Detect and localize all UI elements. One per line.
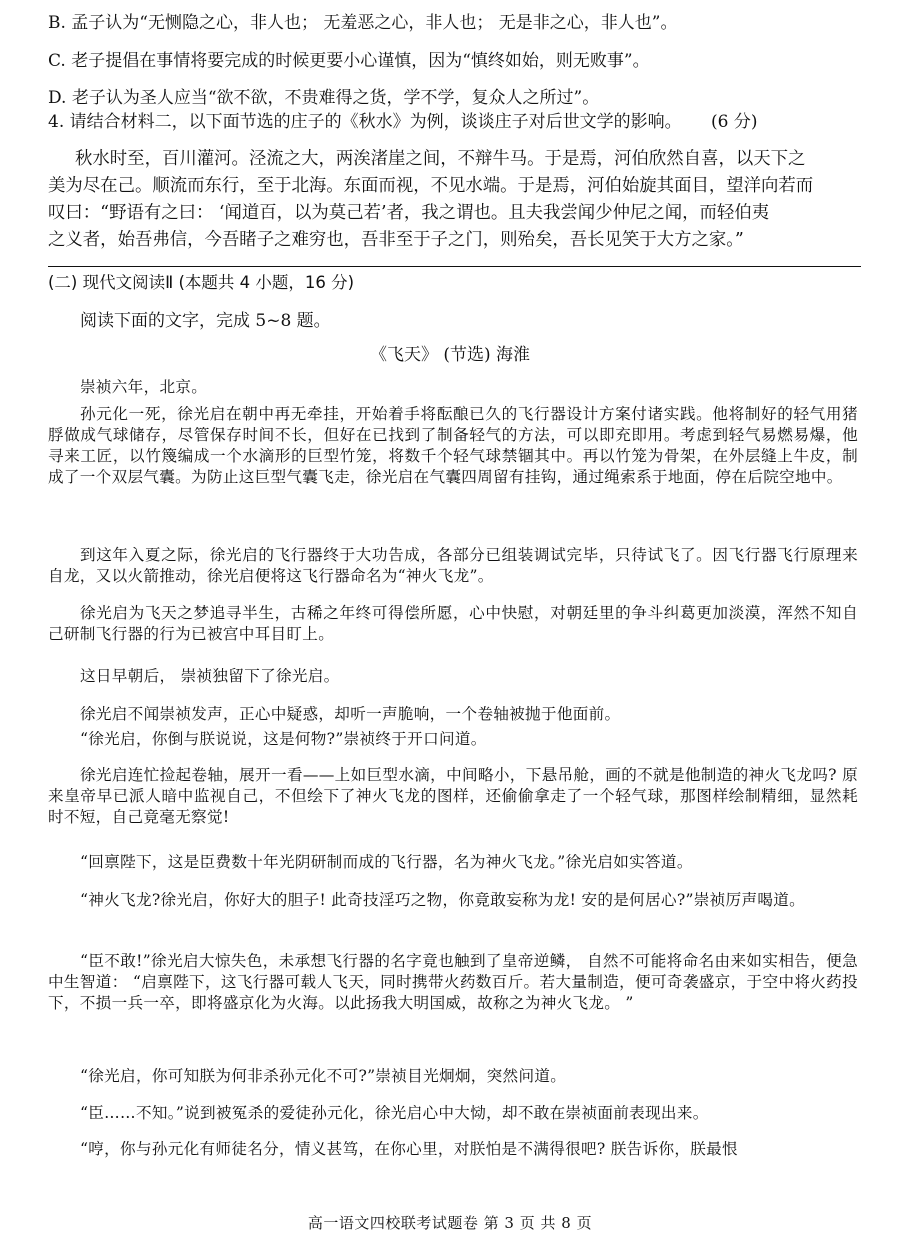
story-paragraph: “回禀陛下，这是臣费数十年光阴研制而成的飞行器，名为神火飞龙。”徐光启如实答道。 (80, 853, 693, 871)
question-4 (48, 111, 758, 133)
passage-title: 《飞天》 (节选) 海淮 (369, 345, 531, 365)
story-paragraph: 徐光启不闻崇祯发声，正心中疑惑，却听一声脆响，一个卷轴被抛于他面前。 (80, 705, 621, 723)
story-paragraph: 到这年入夏之际，徐光启的飞行器终于大功告成，各部分已组装调试完毕，只待试飞了。因飞行器飞行原理来自龙，又以火箭推动，徐光启便将这飞行器命名为“神火飞龙”。 (48, 546, 858, 585)
story-paragraph: 徐光启为飞天之梦追寻半生，古稀之年终可得偿所愿，心中快慰，对朝廷里的争斗纠葛更加淡漠，浑然不知自己研制飞行器的行为已被宫中耳目盯上。 (48, 604, 858, 643)
autumn-water-line-1: 秋水时至，百川灌河。泾流之大，两涘渚崖之间，不辩牛马。于是焉，河伯欣然自喜，以天下之 (75, 149, 806, 169)
story-paragraph: “神火飞龙?徐光启，你好大的胆子! 此奇技淫巧之物，你竟敢妄称为龙! 安的是何居心?”崇祯厉声喝道。 (80, 891, 806, 909)
autumn-water-line-2: 美为尽在己。顺流而东行，至于北海。东面而视，不见水端。于是焉，河伯始旋其面目，望洋向若而 (48, 176, 814, 196)
section-2-instruction: 阅读下面的文字，完成 5~8 题。 (80, 311, 331, 331)
option-d: D. 老子认为圣人应当“欲不欲，不贵难得之货，学不学，复众人之所过”。 (48, 88, 600, 108)
story-paragraph: “徐光启，你倒与朕说说，这是何物?”崇祯终于开口问道。 (80, 730, 487, 748)
autumn-water-line-3: 叹曰：“野语有之曰： ‘闻道百，以为莫己若’者，我之谓也。且夫我尝闻少仲尼之闻，而轻伯夷 (48, 203, 770, 223)
story-paragraph: “徐光启，你可知朕为何非杀孙元化不可?”崇祯目光炯炯，突然问道。 (80, 1067, 567, 1085)
section-2-heading: (二) 现代文阅读Ⅱ (本题共 4 小题，16 分) (48, 273, 355, 292)
story-paragraph: “臣不敢!”徐光启大惊失色，未承想飞行器的名字竟也触到了皇帝逆鳞， 自然不可能将命名由来如实相告，便急中生智道： “启禀陛下，这飞行器可载人飞天，同时携带火药数百斤。若大量制造，便可奇袭盛京，于空中将火药投下，不损一兵一卒，即将盛京化为火海。以此扬我大明国威，故称之为神火飞龙。 ” (48, 952, 858, 1012)
option-c: C. 老子提倡在事情将要完成的时候更要小心谨慎，因为“慎终如始，则无败事”。 (48, 51, 650, 71)
story-paragraph: 这日早朝后， 崇祯独留下了徐光启。 (80, 667, 340, 685)
story-paragraph: 孙元化一死，徐光启在朝中再无牵挂，开始着手将酝酿已久的飞行器设计方案付诸实践。他将制好的轻气用猪脬做成气球储存，尽管保存时间不长，但好在已找到了制备轻气的方法，可以即充即用。考虑到轻气易燃易爆，他寻来工匠，以竹篾编成一个水滴形的巨型竹笼，将数千个轻气球禁锢其中。再以竹笼为骨架，在外层缝上牛皮，制成了一个双层气囊。为防止这巨型气囊飞走，徐光启在气囊四周留有挂钩，通过绳索系于地面，停在后院空地中。 (48, 405, 858, 486)
section-divider (48, 266, 861, 267)
story-paragraph: “哼，你与孙元化有师徒名分，情义甚笃，在你心里，对朕怕是不满得很吧? 朕告诉你，朕最恨 (80, 1140, 738, 1158)
story-paragraph: 崇祯六年，北京。 (80, 378, 208, 396)
story-paragraph: 徐光启连忙捡起卷轴，展开一看——上如巨型水滴，中间略小，下悬吊舱，画的不就是他制造的神火飞龙吗? 原来皇帝早已派人暗中监视自己，不但绘下了神火飞龙的图样，还偷偷拿走了一个轻气球，那图样绘制精细，显然耗时不短，自己竟毫无察觉! (48, 766, 858, 826)
autumn-water-line-4: 之义者，始吾弗信，今吾睹子之难穷也，吾非至于子之门，则殆矣，吾长见笑于大方之家。” (48, 230, 744, 250)
page-footer: 高一语文四校联考试题卷 第 3 页 共 8 页 (307, 1214, 593, 1232)
story-paragraph: “臣……不知。”说到被冤杀的爱徒孙元化，徐光启心中大恸，却不敢在崇祯面前表现出来。 (80, 1104, 709, 1122)
question-4-text: 4. 请结合材料二，以下面节选的庄子的《秋水》为例，谈谈庄子对后世文学的影响。 (48, 112, 682, 132)
option-b: B. 孟子认为“无恻隐之心，非人也； 无羞恶之心，非人也； 无是非之心，非人也”。 (48, 13, 678, 33)
question-4-score: (6 分) (711, 112, 758, 132)
